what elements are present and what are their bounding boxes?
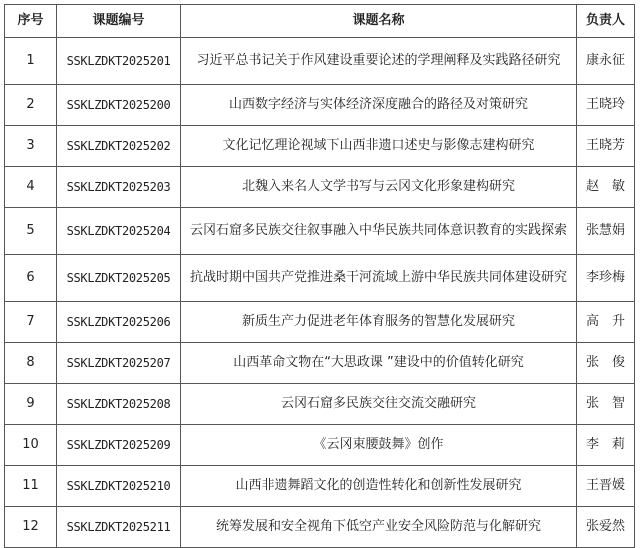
header-title: 课题名称 bbox=[181, 5, 577, 38]
row-lead: 张慧娟 bbox=[577, 208, 635, 255]
row-title: 抗战时期中国共产党推进桑干河流域上游中华民族共同体建设研究 bbox=[181, 255, 577, 302]
header-index: 序号 bbox=[5, 5, 57, 38]
header-code: 课题编号 bbox=[57, 5, 181, 38]
table-row bbox=[5, 384, 635, 425]
row-code: SSKLZDKT2025202 bbox=[57, 126, 181, 167]
table-row bbox=[5, 466, 635, 507]
row-index: 6 bbox=[5, 255, 57, 302]
row-code: SSKLZDKT2025211 bbox=[57, 507, 181, 548]
row-index: 1 bbox=[5, 38, 57, 85]
row-code: SSKLZDKT2025209 bbox=[57, 425, 181, 466]
row-index: 5 bbox=[5, 208, 57, 255]
row-index: 10 bbox=[5, 425, 57, 466]
row-title: 文化记忆理论视域下山西非遗口述史与影像志建构研究 bbox=[181, 126, 577, 167]
project-table bbox=[4, 4, 635, 548]
row-lead: 张 智 bbox=[577, 384, 635, 425]
row-title: 山西数字经济与实体经济深度融合的路径及对策研究 bbox=[181, 85, 577, 126]
row-lead: 高 升 bbox=[577, 302, 635, 343]
row-title: 云冈石窟多民族交往交流交融研究 bbox=[181, 384, 577, 425]
row-code: SSKLZDKT2025207 bbox=[57, 343, 181, 384]
row-title: 习近平总书记关于作风建设重要论述的学理阐释及实践路径研究 bbox=[181, 38, 577, 85]
row-code: SSKLZDKT2025208 bbox=[57, 384, 181, 425]
row-lead: 李珍梅 bbox=[577, 255, 635, 302]
row-code: SSKLZDKT2025205 bbox=[57, 255, 181, 302]
row-index: 3 bbox=[5, 126, 57, 167]
row-index: 12 bbox=[5, 507, 57, 548]
row-lead: 张爱然 bbox=[577, 507, 635, 548]
row-index: 11 bbox=[5, 466, 57, 507]
row-title: 《云冈束腰鼓舞》创作 bbox=[181, 425, 577, 466]
row-title: 山西革命文物在“大思政课 ”建设中的价值转化研究 bbox=[181, 343, 577, 384]
row-code: SSKLZDKT2025204 bbox=[57, 208, 181, 255]
table-row bbox=[5, 208, 635, 255]
row-title: 北魏入来名人文学书写与云冈文化形象建构研究 bbox=[181, 167, 577, 208]
row-title: 新质生产力促进老年体育服务的智慧化发展研究 bbox=[181, 302, 577, 343]
table-row bbox=[5, 255, 635, 302]
row-code: SSKLZDKT2025201 bbox=[57, 38, 181, 85]
row-lead: 李 莉 bbox=[577, 425, 635, 466]
row-code: SSKLZDKT2025206 bbox=[57, 302, 181, 343]
row-index: 9 bbox=[5, 384, 57, 425]
row-code: SSKLZDKT2025203 bbox=[57, 167, 181, 208]
table-row bbox=[5, 126, 635, 167]
row-title: 山西非遗舞蹈文化的创造性转化和创新性发展研究 bbox=[181, 466, 577, 507]
header-lead: 负责人 bbox=[577, 5, 635, 38]
table-header-row bbox=[5, 5, 635, 38]
table-row bbox=[5, 38, 635, 85]
table-row bbox=[5, 302, 635, 343]
row-lead: 张 俊 bbox=[577, 343, 635, 384]
row-title: 云冈石窟多民族交往叙事融入中华民族共同体意识教育的实践探索 bbox=[181, 208, 577, 255]
table-row bbox=[5, 167, 635, 208]
row-index: 7 bbox=[5, 302, 57, 343]
table-row bbox=[5, 425, 635, 466]
row-code: SSKLZDKT2025200 bbox=[57, 85, 181, 126]
row-code: SSKLZDKT2025210 bbox=[57, 466, 181, 507]
table-row bbox=[5, 85, 635, 126]
row-lead: 康永征 bbox=[577, 38, 635, 85]
row-index: 4 bbox=[5, 167, 57, 208]
row-lead: 王晋媛 bbox=[577, 466, 635, 507]
row-lead: 赵 敏 bbox=[577, 167, 635, 208]
row-lead: 王晓芳 bbox=[577, 126, 635, 167]
table-row bbox=[5, 507, 635, 548]
table-row bbox=[5, 343, 635, 384]
row-lead: 王晓玲 bbox=[577, 85, 635, 126]
row-index: 8 bbox=[5, 343, 57, 384]
row-index: 2 bbox=[5, 85, 57, 126]
row-title: 统筹发展和安全视角下低空产业安全风险防范与化解研究 bbox=[181, 507, 577, 548]
